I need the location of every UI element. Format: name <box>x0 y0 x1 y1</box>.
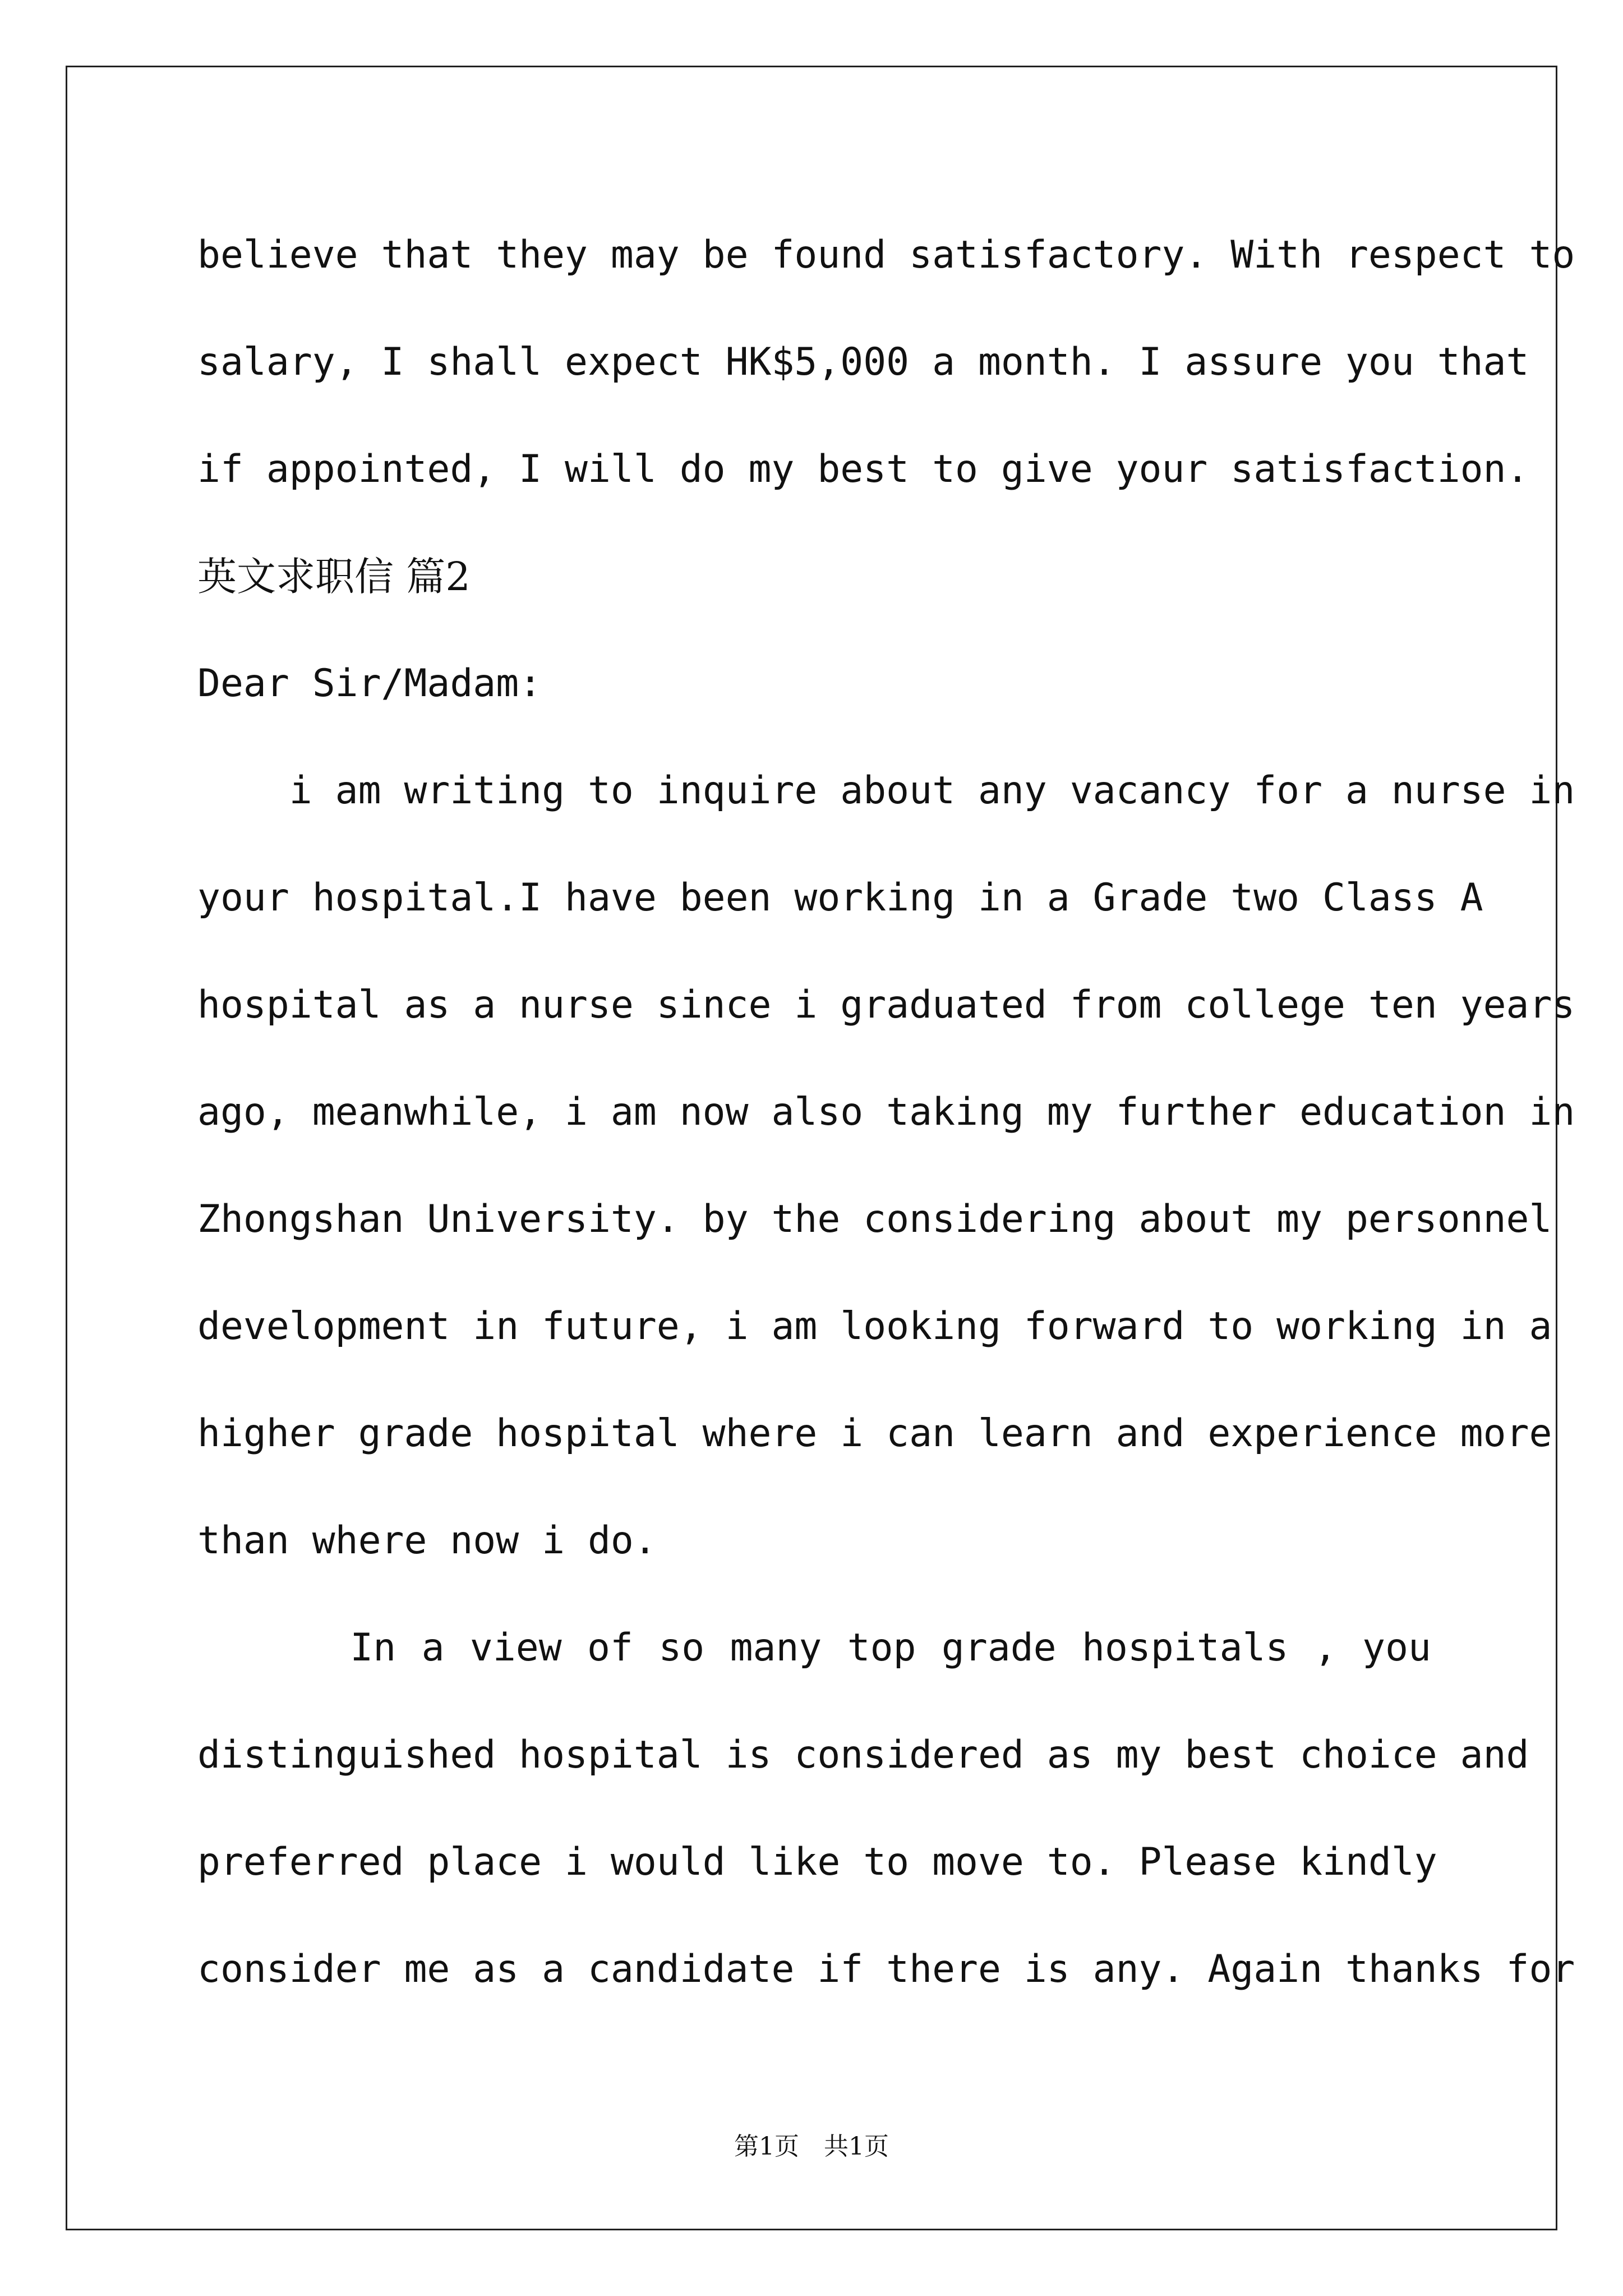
text-line: believe that they may be found satisfactory. With respect to <box>197 233 1575 277</box>
text-line: distinguished hospital is considered as my best choice and <box>197 1733 1529 1777</box>
text-line: salary, I shall expect HK$5,000 a month. I assure you that <box>197 340 1529 384</box>
salutation: Dear Sir/Madam: <box>197 661 542 706</box>
text-line: your hospital.I have been working in a Grade two Class A <box>197 876 1483 920</box>
text-line: than where now i do. <box>197 1519 657 1563</box>
section-heading: 英文求职信 篇2 <box>197 554 471 600</box>
text-line: hospital as a nurse since i graduated from college ten years <box>197 983 1575 1027</box>
text-line: preferred place i would like to move to. Please kindly <box>197 1840 1437 1884</box>
text-line: i am writing to inquire about any vacancy for a nurse in <box>197 769 1575 813</box>
text-line: Zhongshan University. by the considering about my personnel <box>197 1197 1552 1241</box>
text-line: if appointed, I will do my best to give your satisfaction. <box>197 447 1529 491</box>
text-line: consider me as a candidate if there is any. Again thanks for <box>197 1947 1575 1991</box>
text-line: development in future, i am looking forward to working in a <box>197 1304 1552 1349</box>
page-number-footer: 第1页 共1页 <box>734 2132 889 2161</box>
text-line: ago, meanwhile, i am now also taking my further education in <box>197 1090 1575 1134</box>
text-line: higher grade hospital where i can learn and experience more <box>197 1411 1552 1456</box>
text-line: In a view of so many top grade hospitals , you <box>197 1626 1431 1670</box>
